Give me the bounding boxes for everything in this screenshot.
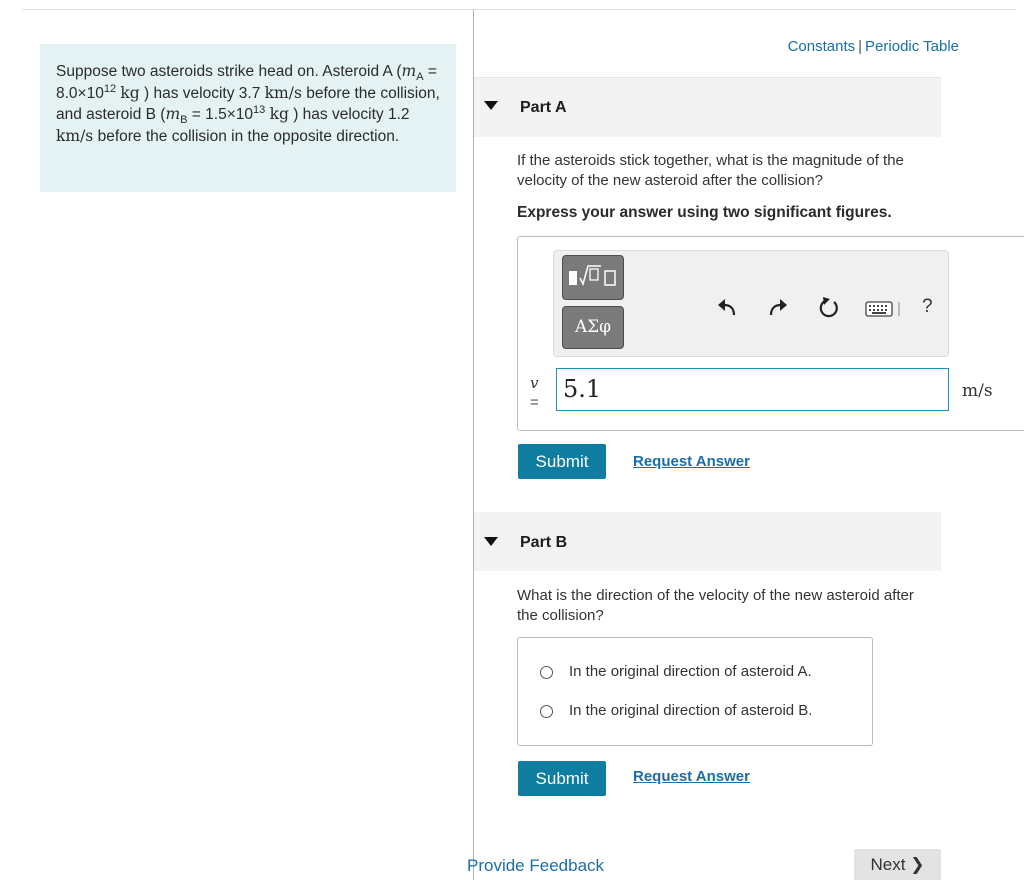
answer-input[interactable]: 5.1: [556, 368, 949, 411]
part-b-request-answer-link[interactable]: Request Answer: [633, 768, 750, 785]
part-a-title: Part A: [520, 99, 567, 116]
option-a-radio[interactable]: [540, 666, 553, 679]
link-separator: |: [858, 38, 863, 55]
constants-link[interactable]: Constants: [787, 38, 856, 55]
undo-icon[interactable]: [716, 297, 738, 323]
next-button[interactable]: [854, 849, 941, 880]
equals-sign: =: [530, 394, 539, 411]
header-links: [788, 38, 959, 55]
keyboard-icon[interactable]: [865, 301, 893, 321]
greek-symbols-button[interactable]: ΑΣφ: [562, 306, 624, 349]
part-b-question: What is the direction of the velocity of the new asteroid after the collision?: [517, 587, 914, 624]
templates-button[interactable]: [562, 255, 624, 300]
part-a-submit-button[interactable]: Submit: [518, 444, 606, 479]
toolbar-separator: |: [897, 300, 901, 317]
option-a-label[interactable]: In the original direction of asteroid A.: [569, 663, 812, 680]
option-b-label[interactable]: In the original direction of asteroid B.: [569, 702, 813, 719]
reset-icon[interactable]: [817, 296, 841, 324]
column-divider: [473, 10, 474, 880]
top-divider: [22, 9, 1016, 10]
part-a-instruction: Express your answer using two significant figures.: [517, 204, 892, 221]
part-a-question: If the asteroids stick together, what is the magnitude of the velocity of the new asteroid after the collision?: [517, 152, 904, 189]
periodic-table-link[interactable]: Periodic Table: [865, 38, 959, 55]
collapse-triangle-icon[interactable]: [484, 101, 498, 110]
variable-label: v: [530, 374, 539, 392]
help-icon[interactable]: ?: [922, 296, 933, 317]
chevron-right-icon: ❯: [910, 855, 925, 874]
next-label: Next: [870, 855, 906, 874]
option-b-radio[interactable]: [540, 705, 553, 718]
problem-statement: Suppose two asteroids strike head on. Asteroid A ($m_A = 8.0\times 10^{12}$ kg ) has velocity 3.7 km/s before the collision, and asteroid B ($m_B = 1.5\times 10^{13}$ kg ) has velocity 1.2 km/s before the collision in the opposite direction.: [40, 44, 456, 192]
redo-icon[interactable]: [767, 297, 789, 323]
provide-feedback-link[interactable]: Provide Feedback: [467, 856, 605, 875]
part-b-title: Part B: [520, 534, 568, 551]
part-a-request-answer-link[interactable]: Request Answer: [633, 453, 750, 470]
collapse-triangle-icon[interactable]: [484, 537, 498, 546]
templates-icon: [563, 256, 623, 299]
part-b-submit-button[interactable]: Submit: [518, 761, 606, 796]
options-box: [517, 637, 873, 746]
unit-label: m/s: [962, 381, 993, 401]
